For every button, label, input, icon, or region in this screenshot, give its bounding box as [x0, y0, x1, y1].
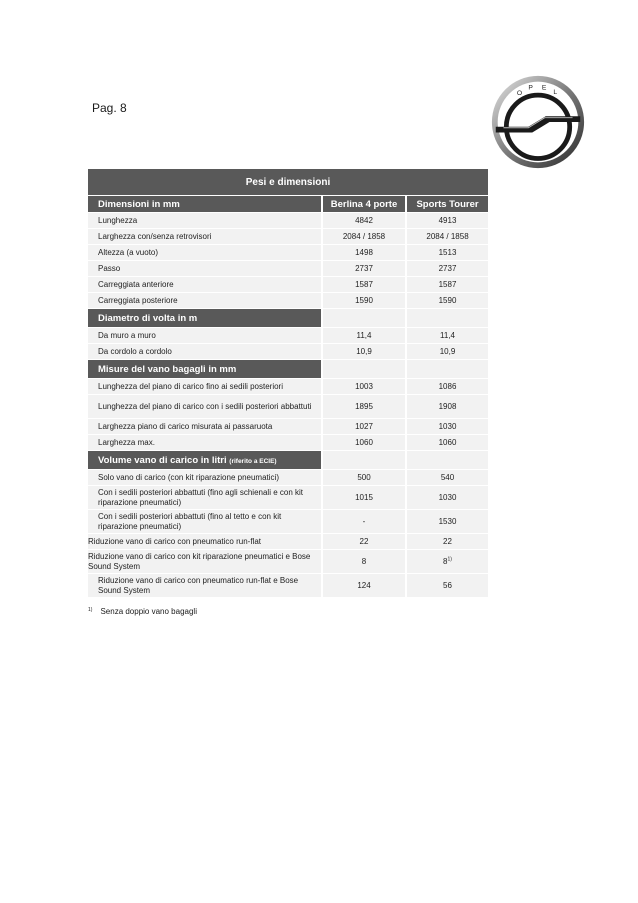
table-row	[88, 261, 488, 276]
row-label: Lunghezza	[88, 213, 321, 228]
row-value-berlina: 1060	[321, 435, 405, 450]
footnote-mark: 1)	[88, 607, 93, 613]
row-value-tourer: 1060	[405, 435, 488, 450]
row-value-tourer: 1030	[405, 419, 488, 434]
row-value-berlina: 1015	[321, 486, 405, 509]
table-header-row	[88, 196, 488, 212]
section-turning-diameter: Diametro di volta in m	[88, 309, 321, 327]
header-dimensions: Dimensioni in mm	[88, 196, 321, 212]
table-row	[88, 395, 488, 418]
opel-logo	[490, 74, 586, 170]
table-row	[88, 435, 488, 450]
row-value-berlina: 124	[321, 574, 405, 597]
row-value-berlina: 4842	[321, 213, 405, 228]
row-label: Da cordolo a cordolo	[88, 344, 321, 359]
row-value-tourer: 56	[405, 574, 488, 597]
table-row	[88, 293, 488, 308]
logo-letter: L	[553, 89, 558, 97]
row-value-tourer: 1513	[405, 245, 488, 260]
row-value-berlina: 1498	[321, 245, 405, 260]
section-cargo-volume	[88, 451, 321, 469]
section-cargo-volume-title: Volume vano di carico in litri	[98, 454, 227, 466]
row-value-berlina: 2737	[321, 261, 405, 276]
row-value-tourer: 1530	[405, 510, 488, 533]
table-row	[88, 277, 488, 292]
row-label: Lunghezza del piano di carico con i sedili posteriori abbattuti	[88, 395, 321, 418]
table-row	[88, 344, 488, 359]
row-label: Riduzione vano di carico con pneumatico run-flat	[88, 534, 321, 549]
table-row	[88, 328, 488, 343]
row-value-tourer: 540	[405, 470, 488, 485]
logo-letter: O	[516, 90, 523, 98]
row-label: Con i sedili posteriori abbattuti (fino al tetto e con kit riparazione pneumatici)	[88, 510, 321, 533]
row-value-tourer: 2737	[405, 261, 488, 276]
row-label: Con i sedili posteriori abbattuti (fino agli schienali e con kit riparazione pneumatici)	[88, 486, 321, 509]
row-value-tourer-text: 8	[443, 557, 448, 566]
logo-letter: P	[528, 84, 533, 92]
specs-table	[88, 168, 488, 598]
section-cargo-measures: Misure del vano bagagli in mm	[88, 360, 321, 378]
row-value-berlina: 10,9	[321, 344, 405, 359]
section-blank-cell	[321, 451, 405, 469]
row-label: Carreggiata anteriore	[88, 277, 321, 292]
row-label: Riduzione vano di carico con pneumatico run-flat e Bose Sound System	[88, 574, 321, 597]
row-label: Altezza (a vuoto)	[88, 245, 321, 260]
row-value-berlina: 22	[321, 534, 405, 549]
row-value-berlina: 1003	[321, 379, 405, 394]
row-value-berlina: 500	[321, 470, 405, 485]
row-value-tourer: 10,9	[405, 344, 488, 359]
row-label: Carreggiata posteriore	[88, 293, 321, 308]
table-title: Pesi e dimensioni	[88, 169, 488, 195]
table-row	[88, 550, 488, 573]
table-row	[88, 213, 488, 228]
page-number: Pag. 8	[92, 101, 127, 115]
row-value-tourer: 2084 / 1858	[405, 229, 488, 244]
row-value-berlina: 1027	[321, 419, 405, 434]
footnote-text: Senza doppio vano bagagli	[100, 607, 197, 616]
row-value-berlina: 11,4	[321, 328, 405, 343]
footnote-ref: 1)	[447, 556, 452, 563]
section-blank-cell	[321, 360, 405, 378]
section-blank-cell	[405, 451, 488, 469]
table-title-row	[88, 169, 488, 195]
table-row	[88, 245, 488, 260]
row-value-tourer	[405, 550, 488, 573]
table-row	[88, 486, 488, 509]
row-value-tourer: 1030	[405, 486, 488, 509]
row-label: Solo vano di carico (con kit riparazione pneumatici)	[88, 470, 321, 485]
row-value-berlina: 1895	[321, 395, 405, 418]
row-value-tourer: 22	[405, 534, 488, 549]
row-label: Lunghezza del piano di carico fino ai sedili posteriori	[88, 379, 321, 394]
row-value-berlina: 2084 / 1858	[321, 229, 405, 244]
row-value-tourer: 1590	[405, 293, 488, 308]
row-value-berlina: -	[321, 510, 405, 533]
table-row	[88, 419, 488, 434]
logo-letter: E	[541, 84, 547, 92]
row-value-tourer: 4913	[405, 213, 488, 228]
table-row	[88, 534, 488, 549]
footnote	[88, 607, 197, 616]
table-row	[88, 379, 488, 394]
row-label: Larghezza max.	[88, 435, 321, 450]
row-label: Larghezza piano di carico misurata ai passaruota	[88, 419, 321, 434]
row-value-berlina: 8	[321, 550, 405, 573]
header-sports-tourer: Sports Tourer	[405, 196, 488, 212]
section-header-row	[88, 360, 488, 378]
row-label: Larghezza con/senza retrovisori	[88, 229, 321, 244]
section-blank-cell	[321, 309, 405, 327]
table-row	[88, 510, 488, 533]
table-row	[88, 574, 488, 597]
row-label: Passo	[88, 261, 321, 276]
row-value-tourer: 11,4	[405, 328, 488, 343]
row-value-tourer: 1587	[405, 277, 488, 292]
row-value-berlina: 1587	[321, 277, 405, 292]
section-header-row	[88, 309, 488, 327]
row-label: Riduzione vano di carico con kit riparazione pneumatici e Bose Sound System	[88, 550, 321, 573]
section-cargo-volume-note: (riferito a ECIE)	[229, 457, 277, 465]
section-header-row	[88, 451, 488, 469]
header-berlina: Berlina 4 porte	[321, 196, 405, 212]
table-row	[88, 229, 488, 244]
row-value-tourer: 1908	[405, 395, 488, 418]
row-value-berlina: 1590	[321, 293, 405, 308]
row-value-tourer: 1086	[405, 379, 488, 394]
table-row	[88, 470, 488, 485]
section-blank-cell	[405, 309, 488, 327]
section-blank-cell	[405, 360, 488, 378]
row-label: Da muro a muro	[88, 328, 321, 343]
